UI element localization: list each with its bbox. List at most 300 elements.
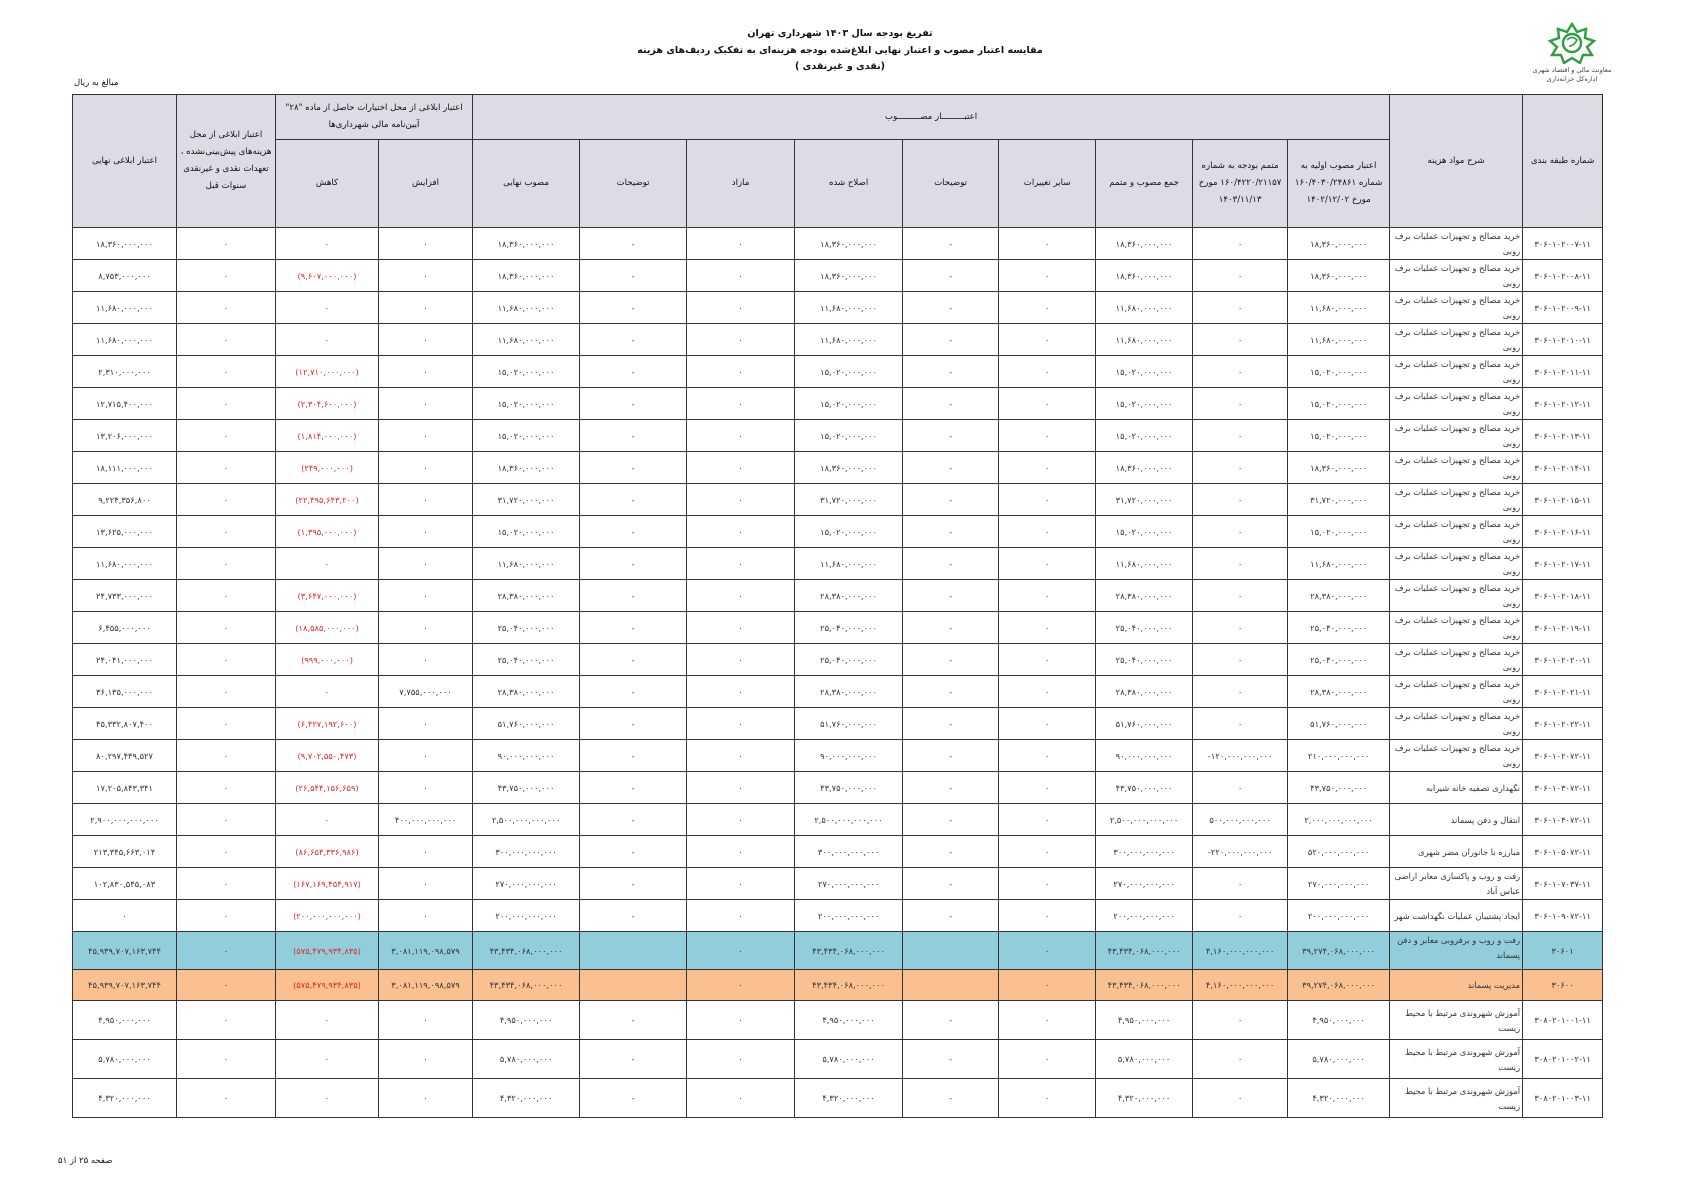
cell-increase: ۰: [379, 484, 473, 516]
cell-amended: ۲۸,۳۸۰,۰۰۰,۰۰۰: [795, 676, 903, 708]
cell-notes-2: -: [580, 516, 687, 548]
cell-increase: ۰: [379, 324, 473, 356]
table-row: [73, 484, 1603, 516]
cell-decrease: (۱,۸۱۴,۰۰۰,۰۰۰): [276, 420, 379, 452]
cell-notes-2: [580, 932, 687, 970]
cell-decrease: ۰: [276, 548, 379, 580]
cell-initial-approved: ۵۲۰,۰۰۰,۰۰۰,۰۰۰: [1288, 836, 1390, 868]
cell-description: خرید مصالح و تجهیزات عملیات برف روبی: [1390, 452, 1523, 484]
cell-decrease: (۵۷۵,۴۷۹,۹۳۴,۸۳۵): [276, 932, 379, 970]
cell-notes-2: -: [580, 1040, 687, 1079]
cell-initial-approved: ۲۷۰,۰۰۰,۰۰۰,۰۰۰: [1288, 868, 1390, 900]
cell-unforeseen: ۰: [177, 708, 276, 740]
cell-increase: ۰: [379, 580, 473, 612]
cell-notes-2: -: [580, 356, 687, 388]
cell-amended: ۴,۹۵۰,۰۰۰,۰۰۰: [795, 1001, 903, 1040]
cell-approved-final: ۱۵,۰۲۰,۰۰۰,۰۰۰: [473, 388, 580, 420]
cell-decrease: (۲۴۹,۰۰۰,۰۰۰): [276, 452, 379, 484]
cell-description: خرید مصالح و تجهیزات عملیات برف روبی: [1390, 356, 1523, 388]
cell-description: رفت و روب و پاکسازی معابر اراضی عباس آباد: [1390, 868, 1523, 900]
cell-other-changes: ۰: [999, 420, 1096, 452]
cell-code: ۳۰۶۰۱۰۲۰۱۶-۱۱: [1523, 516, 1603, 548]
cell-description: مبارزه با جانوران مضر شهری: [1390, 836, 1523, 868]
cell-sum: ۵۱,۷۶۰,۰۰۰,۰۰۰: [1096, 708, 1193, 740]
cell-approved-final: ۲۰۰,۰۰۰,۰۰۰,۰۰۰: [473, 900, 580, 932]
cell-other-changes: ۰: [999, 484, 1096, 516]
cell-approved-final: ۴۳,۴۳۴,۰۶۸,۰۰۰,۰۰۰: [473, 970, 580, 1001]
cell-notes-1: -: [903, 836, 999, 868]
cell-increase: ۰: [379, 900, 473, 932]
cell-supplement: ۰: [1193, 580, 1288, 612]
table-row: [73, 708, 1603, 740]
cell-other-changes: ۰: [999, 580, 1096, 612]
header-description: شرح مواد هزینه: [1390, 95, 1523, 228]
cell-initial-approved: ۱۵,۰۲۰,۰۰۰,۰۰۰: [1288, 388, 1390, 420]
cell-description: آموزش شهروندی مرتبط با محیط زیست: [1390, 1001, 1523, 1040]
cell-description: نگهداری تصفیه خانه شیرابه: [1390, 772, 1523, 804]
cell-final: ۴,۳۲۰,۰۰۰,۰۰۰: [73, 1079, 177, 1118]
cell-code: ۳۰۶۰۱۰۵۰۷۲-۱۱: [1523, 836, 1603, 868]
cell-supplement: ۰: [1193, 388, 1288, 420]
cell-other-changes: ۰: [999, 292, 1096, 324]
cell-supplement: ۰: [1193, 1079, 1288, 1118]
cell-decrease: ۰: [276, 1001, 379, 1040]
table-row: [73, 970, 1603, 1001]
header-decrease: کاهش: [276, 140, 379, 228]
cell-surplus: ۰: [687, 644, 795, 676]
cell-unforeseen: ۰: [177, 1079, 276, 1118]
cell-surplus: ۰: [687, 452, 795, 484]
cell-final: ۱۳,۶۲۵,۰۰۰,۰۰۰: [73, 516, 177, 548]
cell-code: ۳۰۶۰۰: [1523, 970, 1603, 1001]
cell-code: ۳۰۶۰۱۰۲۰۱۱-۱۱: [1523, 356, 1603, 388]
cell-other-changes: ۰: [999, 388, 1096, 420]
cell-initial-approved: ۴,۳۲۰,۰۰۰,۰۰۰: [1288, 1079, 1390, 1118]
cell-unforeseen: ۰: [177, 644, 276, 676]
cell-initial-approved: ۱۵,۰۲۰,۰۰۰,۰۰۰: [1288, 420, 1390, 452]
cell-notes-1: -: [903, 356, 999, 388]
cell-increase: ۰: [379, 452, 473, 484]
table-row: [73, 804, 1603, 836]
cell-unforeseen: ۰: [177, 970, 276, 1001]
cell-other-changes: ۰: [999, 836, 1096, 868]
cell-supplement: ۰: [1193, 452, 1288, 484]
cell-code: ۳۰۶۰۱۰۲۰۱۲-۱۱: [1523, 388, 1603, 420]
cell-amended: ۱۵,۰۲۰,۰۰۰,۰۰۰: [795, 420, 903, 452]
cell-amended: ۴۳,۷۵۰,۰۰۰,۰۰۰: [795, 772, 903, 804]
cell-other-changes: ۰: [999, 740, 1096, 772]
cell-code: ۳۰۶۰۱۰۲۰۱۷-۱۱: [1523, 548, 1603, 580]
cell-description: خرید مصالح و تجهیزات عملیات برف روبی: [1390, 644, 1523, 676]
cell-final: ۲۴,۷۳۳,۰۰۰,۰۰۰: [73, 580, 177, 612]
cell-unforeseen: ۰: [177, 516, 276, 548]
table-row: [73, 1001, 1603, 1040]
cell-approved-final: ۱۵,۰۲۰,۰۰۰,۰۰۰: [473, 516, 580, 548]
cell-final: ۱۲,۷۱۵,۴۰۰,۰۰۰: [73, 388, 177, 420]
cell-approved-final: ۳۰۰,۰۰۰,۰۰۰,۰۰۰: [473, 836, 580, 868]
cell-unforeseen: ۰: [177, 612, 276, 644]
cell-other-changes: ۰: [999, 868, 1096, 900]
cell-code: ۳۰۸۰۲۰۱۰۰۲-۱۱: [1523, 1040, 1603, 1079]
cell-decrease: ۰: [276, 1040, 379, 1079]
cell-sum: ۱۵,۰۲۰,۰۰۰,۰۰۰: [1096, 516, 1193, 548]
cell-supplement: ۰: [1193, 324, 1288, 356]
cell-supplement: ۵۰۰,۰۰۰,۰۰۰,۰۰۰: [1193, 804, 1288, 836]
cell-code: ۳۰۶۰۱۰۲۰۱۰-۱۱: [1523, 324, 1603, 356]
cell-notes-1: -: [903, 228, 999, 260]
cell-surplus: ۰: [687, 260, 795, 292]
cell-increase: ۰: [379, 836, 473, 868]
cell-approved-final: ۳۱,۷۲۰,۰۰۰,۰۰۰: [473, 484, 580, 516]
cell-notes-2: -: [580, 388, 687, 420]
header-code: شماره طبقه بندی: [1523, 95, 1603, 228]
header-notes-1: توضیحات: [903, 140, 999, 228]
header-other-changes: سایر تغییرات: [999, 140, 1096, 228]
cell-initial-approved: ۲۰۰,۰۰۰,۰۰۰,۰۰۰: [1288, 900, 1390, 932]
cell-decrease: (۱,۳۹۵,۰۰۰,۰۰۰): [276, 516, 379, 548]
cell-description: آموزش شهروندی مرتبط با محیط زیست: [1390, 1079, 1523, 1118]
cell-sum: ۱۵,۰۲۰,۰۰۰,۰۰۰: [1096, 356, 1193, 388]
cell-code: ۳۰۶۰۱۰۲۰۱۳-۱۱: [1523, 420, 1603, 452]
table-row: [73, 772, 1603, 804]
cell-notes-1: -: [903, 484, 999, 516]
cell-amended: ۲۸,۳۸۰,۰۰۰,۰۰۰: [795, 580, 903, 612]
cell-notes-2: -: [580, 324, 687, 356]
header-notes-2: توضیحات: [580, 140, 687, 228]
cell-description: خرید مصالح و تجهیزات عملیات برف روبی: [1390, 260, 1523, 292]
cell-unforeseen: ۰: [177, 932, 276, 970]
table-row: [73, 260, 1603, 292]
cell-sum: ۱۱,۶۸۰,۰۰۰,۰۰۰: [1096, 292, 1193, 324]
cell-initial-approved: ۱۱,۶۸۰,۰۰۰,۰۰۰: [1288, 324, 1390, 356]
cell-amended: ۹۰,۰۰۰,۰۰۰,۰۰۰: [795, 740, 903, 772]
cell-unforeseen: ۰: [177, 420, 276, 452]
cell-decrease: ۰: [276, 292, 379, 324]
cell-decrease: (۵۷۵,۴۷۹,۹۳۴,۸۳۵): [276, 970, 379, 1001]
cell-supplement: ۴,۱۶۰,۰۰۰,۰۰۰,۰۰۰: [1193, 932, 1288, 970]
cell-surplus: ۰: [687, 1001, 795, 1040]
cell-final: ۲۱۳,۳۴۵,۶۶۳,۰۱۴: [73, 836, 177, 868]
cell-code: ۳۰۶۰۱۰۴۰۷۲-۱۱: [1523, 804, 1603, 836]
cell-description: خرید مصالح و تجهیزات عملیات برف روبی: [1390, 292, 1523, 324]
cell-notes-2: -: [580, 836, 687, 868]
table-row: [73, 836, 1603, 868]
cell-decrease: (۲۶,۵۴۴,۱۵۶,۶۵۹): [276, 772, 379, 804]
header-sum: جمع مصوب و متمم: [1096, 140, 1193, 228]
cell-description: رفت و روب و برفروبی معابر و دفن پسماند: [1390, 932, 1523, 970]
cell-code: ۳۰۶۰۱۰۲۰۲۲-۱۱: [1523, 708, 1603, 740]
cell-increase: ۰: [379, 260, 473, 292]
cell-amended: ۲,۵۰۰,۰۰۰,۰۰۰,۰۰۰: [795, 804, 903, 836]
cell-code: ۳۰۶۰۱۰۲۰۰۷-۱۱: [1523, 228, 1603, 260]
cell-other-changes: ۰: [999, 1040, 1096, 1079]
cell-approved-final: ۱۸,۳۶۰,۰۰۰,۰۰۰: [473, 260, 580, 292]
cell-surplus: ۰: [687, 292, 795, 324]
cell-description: خرید مصالح و تجهیزات عملیات برف روبی: [1390, 548, 1523, 580]
cell-notes-1: [903, 970, 999, 1001]
cell-unforeseen: ۰: [177, 580, 276, 612]
cell-increase: ۰: [379, 356, 473, 388]
cell-surplus: ۰: [687, 516, 795, 548]
cell-final: ۱۷,۲۰۵,۸۴۳,۳۴۱: [73, 772, 177, 804]
cell-supplement: ۰: [1193, 516, 1288, 548]
cell-amended: ۱۵,۰۲۰,۰۰۰,۰۰۰: [795, 516, 903, 548]
table-row: [73, 324, 1603, 356]
cell-notes-1: -: [903, 548, 999, 580]
cell-supplement: ۰: [1193, 708, 1288, 740]
cell-notes-2: [580, 970, 687, 1001]
table-row: [73, 580, 1603, 612]
cell-sum: ۴,۹۵۰,۰۰۰,۰۰۰: [1096, 1001, 1193, 1040]
cell-notes-1: -: [903, 676, 999, 708]
cell-approved-final: ۱۵,۰۲۰,۰۰۰,۰۰۰: [473, 356, 580, 388]
header-surplus: مازاد: [687, 140, 795, 228]
cell-description: خرید مصالح و تجهیزات عملیات برف روبی: [1390, 740, 1523, 772]
cell-final: ۶,۴۵۵,۰۰۰,۰۰۰: [73, 612, 177, 644]
cell-surplus: ۰: [687, 932, 795, 970]
cell-supplement: ۰: [1193, 356, 1288, 388]
cell-final: ۲,۹۰۰,۰۰۰,۰۰۰,۰۰۰: [73, 804, 177, 836]
cell-approved-final: ۲۸,۳۸۰,۰۰۰,۰۰۰: [473, 580, 580, 612]
table-row: [73, 868, 1603, 900]
cell-supplement: ۰: [1193, 676, 1288, 708]
cell-sum: ۴,۳۲۰,۰۰۰,۰۰۰: [1096, 1079, 1193, 1118]
cell-surplus: ۰: [687, 900, 795, 932]
cell-description: خرید مصالح و تجهیزات عملیات برف روبی: [1390, 484, 1523, 516]
cell-notes-1: -: [903, 388, 999, 420]
cell-other-changes: ۰: [999, 356, 1096, 388]
cell-final: ۴۵,۹۳۹,۷۰۷,۱۶۳,۷۴۴: [73, 970, 177, 1001]
cell-approved-final: ۴۳,۷۵۰,۰۰۰,۰۰۰: [473, 772, 580, 804]
cell-notes-2: -: [580, 484, 687, 516]
cell-initial-approved: ۲۵,۰۴۰,۰۰۰,۰۰۰: [1288, 612, 1390, 644]
cell-initial-approved: ۲۸,۳۸۰,۰۰۰,۰۰۰: [1288, 580, 1390, 612]
cell-supplement: ۰: [1193, 900, 1288, 932]
cell-supplement: ۰: [1193, 484, 1288, 516]
cell-notes-1: -: [903, 1079, 999, 1118]
cell-notes-1: -: [903, 324, 999, 356]
cell-surplus: ۰: [687, 708, 795, 740]
cell-sum: ۴۳,۴۳۴,۰۶۸,۰۰۰,۰۰۰: [1096, 970, 1193, 1001]
cell-decrease: (۳,۶۴۷,۰۰۰,۰۰۰): [276, 580, 379, 612]
cell-code: ۳۰۸۰۲۰۱۰۰۱-۱۱: [1523, 1001, 1603, 1040]
cell-sum: ۲۷۰,۰۰۰,۰۰۰,۰۰۰: [1096, 868, 1193, 900]
cell-code: ۳۰۶۰۱۰۲۰۱۹-۱۱: [1523, 612, 1603, 644]
cell-unforeseen: ۰: [177, 324, 276, 356]
cell-initial-approved: ۳۱,۷۲۰,۰۰۰,۰۰۰: [1288, 484, 1390, 516]
cell-final: ۲,۳۱۰,۰۰۰,۰۰۰: [73, 356, 177, 388]
cell-initial-approved: ۲۵,۰۴۰,۰۰۰,۰۰۰: [1288, 644, 1390, 676]
table-row: [73, 452, 1603, 484]
cell-supplement: ۰: [1193, 1001, 1288, 1040]
cell-notes-1: -: [903, 420, 999, 452]
cell-notes-2: -: [580, 740, 687, 772]
cell-notes-2: -: [580, 772, 687, 804]
cell-unforeseen: ۰: [177, 548, 276, 580]
cell-sum: ۱۱,۶۸۰,۰۰۰,۰۰۰: [1096, 548, 1193, 580]
cell-description: آموزش شهروندی مرتبط با محیط زیست: [1390, 1040, 1523, 1079]
table-row: [73, 900, 1603, 932]
cell-description: خرید مصالح و تجهیزات عملیات برف روبی: [1390, 420, 1523, 452]
cell-other-changes: ۰: [999, 970, 1096, 1001]
cell-approved-final: ۵,۷۸۰,۰۰۰,۰۰۰: [473, 1040, 580, 1079]
cell-final: ۰: [73, 900, 177, 932]
table-row: [73, 612, 1603, 644]
tehran-municipality-emblem-icon: [1543, 22, 1601, 64]
cell-sum: ۲۵,۰۴۰,۰۰۰,۰۰۰: [1096, 644, 1193, 676]
cell-description: خرید مصالح و تجهیزات عملیات برف روبی: [1390, 388, 1523, 420]
cell-initial-approved: ۱۱,۶۸۰,۰۰۰,۰۰۰: [1288, 292, 1390, 324]
cell-notes-1: -: [903, 612, 999, 644]
cell-sum: ۵,۷۸۰,۰۰۰,۰۰۰: [1096, 1040, 1193, 1079]
cell-decrease: (۹,۶۰۷,۰۰۰,۰۰۰): [276, 260, 379, 292]
cell-other-changes: ۰: [999, 548, 1096, 580]
cell-final: ۴۵,۳۳۲,۸۰۷,۴۰۰: [73, 708, 177, 740]
cell-other-changes: ۰: [999, 772, 1096, 804]
cell-increase: ۰: [379, 868, 473, 900]
cell-description: ایجاد پشتیبان عملیات نگهداشت شهر: [1390, 900, 1523, 932]
table-row: [73, 388, 1603, 420]
cell-initial-approved: ۴,۹۵۰,۰۰۰,۰۰۰: [1288, 1001, 1390, 1040]
cell-surplus: ۰: [687, 420, 795, 452]
cell-final: ۱۸,۳۶۰,۰۰۰,۰۰۰: [73, 228, 177, 260]
cell-surplus: ۰: [687, 484, 795, 516]
cell-approved-final: ۱۸,۳۶۰,۰۰۰,۰۰۰: [473, 452, 580, 484]
cell-notes-2: -: [580, 708, 687, 740]
cell-description: خرید مصالح و تجهیزات عملیات برف روبی: [1390, 708, 1523, 740]
title-line-1: تفریغ بودجه سال ۱۴۰۳ شهرداری تهران: [747, 28, 933, 39]
cell-other-changes: ۰: [999, 228, 1096, 260]
cell-sum: ۱۸,۳۶۰,۰۰۰,۰۰۰: [1096, 452, 1193, 484]
cell-surplus: ۰: [687, 836, 795, 868]
table-row: [73, 548, 1603, 580]
cell-notes-2: -: [580, 228, 687, 260]
cell-final: ۱۳,۲۰۶,۰۰۰,۰۰۰: [73, 420, 177, 452]
cell-other-changes: ۰: [999, 612, 1096, 644]
cell-notes-2: -: [580, 420, 687, 452]
cell-description: انتقال و دفن پسماند: [1390, 804, 1523, 836]
cell-notes-2: -: [580, 644, 687, 676]
cell-other-changes: ۰: [999, 1079, 1096, 1118]
cell-approved-final: ۲,۵۰۰,۰۰۰,۰۰۰,۰۰۰: [473, 804, 580, 836]
cell-sum: ۳۱,۷۲۰,۰۰۰,۰۰۰: [1096, 484, 1193, 516]
cell-unforeseen: ۰: [177, 452, 276, 484]
header-article28-group: اعتبار ابلاغی از محل اختیارات حاصل از ماده "۲۸" آیین‌نامه مالی شهرداری‌ها: [276, 95, 473, 140]
cell-other-changes: ۰: [999, 452, 1096, 484]
cell-description: مدیریت پسماند: [1390, 970, 1523, 1001]
cell-surplus: ۰: [687, 970, 795, 1001]
header-approved-group: اعتبـــــــــار مصـــــــــوب: [473, 95, 1390, 140]
cell-sum: ۱۱,۶۸۰,۰۰۰,۰۰۰: [1096, 324, 1193, 356]
cell-code: ۳۰۶۰۱۰۹۰۷۲-۱۱: [1523, 900, 1603, 932]
cell-amended: ۱۸,۳۶۰,۰۰۰,۰۰۰: [795, 260, 903, 292]
cell-amended: ۴,۳۲۰,۰۰۰,۰۰۰: [795, 1079, 903, 1118]
cell-final: ۱۰۲,۸۳۰,۵۴۵,۰۸۳: [73, 868, 177, 900]
cell-unforeseen: ۰: [177, 868, 276, 900]
cell-increase: ۰: [379, 708, 473, 740]
cell-notes-1: -: [903, 900, 999, 932]
cell-code: ۳۰۶۰۱۰۳۰۷۲-۱۱: [1523, 772, 1603, 804]
cell-increase: ۰: [379, 1040, 473, 1079]
cell-final: ۴۵,۹۳۹,۷۰۷,۱۶۳,۷۴۴: [73, 932, 177, 970]
cell-increase: ۰: [379, 228, 473, 260]
cell-notes-1: -: [903, 1001, 999, 1040]
cell-code: ۳۰۶۰۱۰۲۰۰۹-۱۱: [1523, 292, 1603, 324]
cell-decrease: (۱۲,۷۱۰,۰۰۰,۰۰۰): [276, 356, 379, 388]
cell-amended: ۱۱,۶۸۰,۰۰۰,۰۰۰: [795, 324, 903, 356]
cell-supplement: ۰: [1193, 772, 1288, 804]
cell-unforeseen: ۰: [177, 228, 276, 260]
cell-surplus: ۰: [687, 868, 795, 900]
cell-increase: ۰: [379, 516, 473, 548]
cell-unforeseen: ۰: [177, 772, 276, 804]
cell-unforeseen: ۰: [177, 804, 276, 836]
cell-final: ۵,۷۸۰,۰۰۰,۰۰۰: [73, 1040, 177, 1079]
cell-amended: ۳۰۰,۰۰۰,۰۰۰,۰۰۰: [795, 836, 903, 868]
cell-initial-approved: ۲,۰۰۰,۰۰۰,۰۰۰,۰۰۰: [1288, 804, 1390, 836]
cell-decrease: ۰: [276, 324, 379, 356]
cell-supplement: ۰: [1193, 644, 1288, 676]
cell-amended: ۲۵,۰۴۰,۰۰۰,۰۰۰: [795, 644, 903, 676]
cell-unforeseen: ۰: [177, 260, 276, 292]
cell-other-changes: ۰: [999, 804, 1096, 836]
cell-sum: ۹۰,۰۰۰,۰۰۰,۰۰۰: [1096, 740, 1193, 772]
cell-surplus: ۰: [687, 548, 795, 580]
cell-decrease: (۱۸,۵۸۵,۰۰۰,۰۰۰): [276, 612, 379, 644]
cell-increase: ۰: [379, 292, 473, 324]
cell-approved-final: ۴,۹۵۰,۰۰۰,۰۰۰: [473, 1001, 580, 1040]
cell-increase: ۰: [379, 612, 473, 644]
cell-decrease: (۲۲,۴۹۵,۶۴۳,۲۰۰): [276, 484, 379, 516]
cell-approved-final: ۵۱,۷۶۰,۰۰۰,۰۰۰: [473, 708, 580, 740]
cell-increase: ۳,۰۸۱,۱۱۹,۰۹۸,۵۷۹: [379, 932, 473, 970]
cell-approved-final: ۹۰,۰۰۰,۰۰۰,۰۰۰: [473, 740, 580, 772]
cell-code: ۳۰۶۰۱۰۲۰۲۰-۱۱: [1523, 644, 1603, 676]
cell-initial-approved: ۳۹,۲۷۴,۰۶۸,۰۰۰,۰۰۰: [1288, 932, 1390, 970]
cell-sum: ۲,۵۰۰,۰۰۰,۰۰۰,۰۰۰: [1096, 804, 1193, 836]
page-number: صفحه ۲۵ از ۵۱: [58, 1156, 113, 1166]
cell-decrease: ۰: [276, 1079, 379, 1118]
cell-initial-approved: ۵۱,۷۶۰,۰۰۰,۰۰۰: [1288, 708, 1390, 740]
cell-notes-2: -: [580, 1001, 687, 1040]
cell-decrease: (۱۶۷,۱۶۹,۴۵۴,۹۱۷): [276, 868, 379, 900]
cell-decrease: ۰: [276, 228, 379, 260]
cell-final: ۱۸,۱۱۱,۰۰۰,۰۰۰: [73, 452, 177, 484]
table-row: [73, 420, 1603, 452]
cell-surplus: ۰: [687, 580, 795, 612]
cell-amended: ۴۳,۴۳۴,۰۶۸,۰۰۰,۰۰۰: [795, 970, 903, 1001]
cell-notes-1: -: [903, 292, 999, 324]
cell-supplement: ۰: [1193, 292, 1288, 324]
cell-initial-approved: ۱۸,۳۶۰,۰۰۰,۰۰۰: [1288, 260, 1390, 292]
cell-approved-final: ۲۵,۰۴۰,۰۰۰,۰۰۰: [473, 644, 580, 676]
cell-notes-2: -: [580, 580, 687, 612]
cell-amended: ۳۱,۷۲۰,۰۰۰,۰۰۰: [795, 484, 903, 516]
cell-supplement: ۴,۱۶۰,۰۰۰,۰۰۰,۰۰۰: [1193, 970, 1288, 1001]
cell-description: خرید مصالح و تجهیزات عملیات برف روبی: [1390, 676, 1523, 708]
cell-notes-2: -: [580, 804, 687, 836]
cell-code: ۳۰۶۰۱۰۲۰۱۵-۱۱: [1523, 484, 1603, 516]
cell-approved-final: ۲۵,۰۴۰,۰۰۰,۰۰۰: [473, 612, 580, 644]
cell-initial-approved: ۱۱,۶۸۰,۰۰۰,۰۰۰: [1288, 548, 1390, 580]
logo-line-2: اداره‌کل خزانه‌داری: [1546, 75, 1598, 83]
cell-increase: ۰: [379, 548, 473, 580]
cell-amended: ۱۸,۳۶۰,۰۰۰,۰۰۰: [795, 228, 903, 260]
cell-surplus: ۰: [687, 772, 795, 804]
cell-unforeseen: ۰: [177, 356, 276, 388]
report-title: [540, 26, 1140, 76]
currency-unit-note: مبالغ به ریال: [74, 78, 119, 88]
